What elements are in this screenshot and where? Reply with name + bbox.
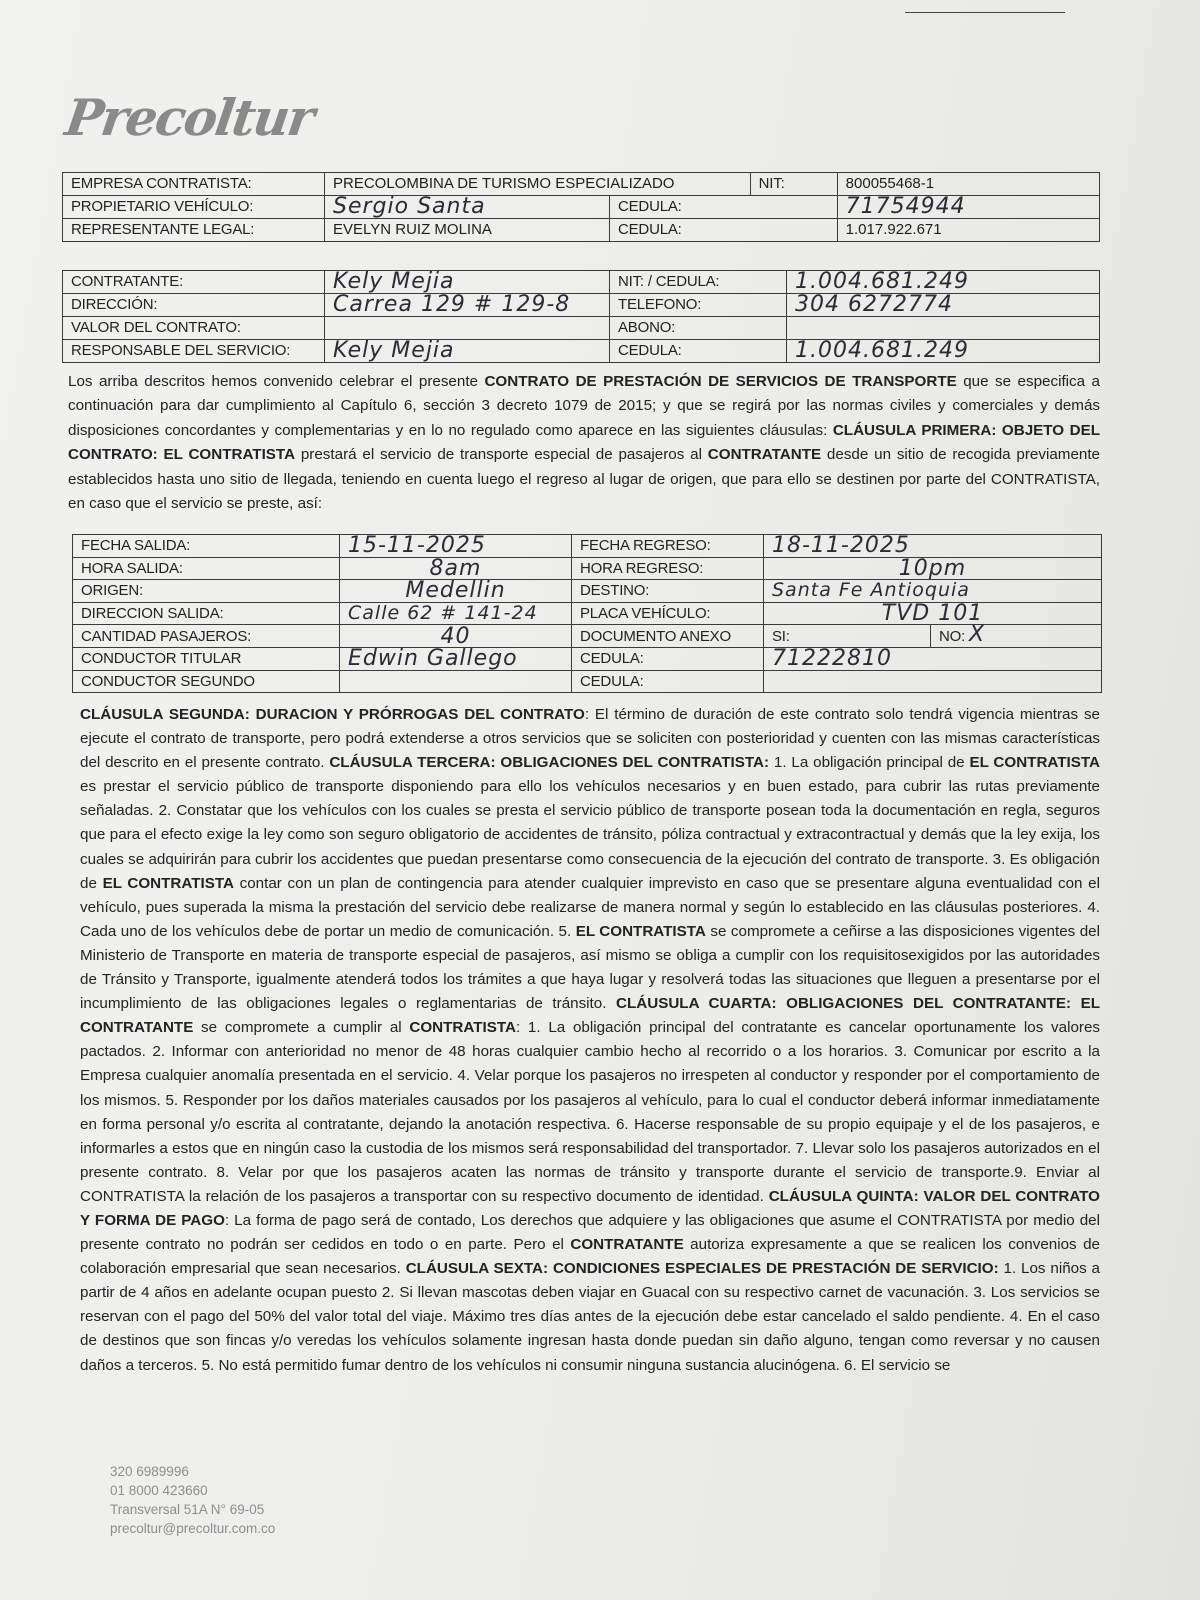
annex-yes: SI: <box>764 625 931 648</box>
clauses-paragraph <box>80 703 1100 1378</box>
handwritten-value: Sergio Santa <box>325 196 610 219</box>
label: EMPRESA CONTRATISTA: <box>63 173 325 196</box>
label: DIRECCIÓN: <box>63 294 325 317</box>
text-segment: : 1. La obligación principal del contratante es cancelar oportunamente los valores pactados. 2. Informar con anterioridad no menor de 48 horas cualquier cambio hecho al recorrido o a los horarios. 3. Comunicar por escrito a la Empresa cualquier anomalía presentada en el servicio. 4. Velar porque los pasajeros no irrespeten al conductor y responder por el comportamiento de los mismos. 5. Responder por los daños materiales causados por los pasajeros al vehículo, para lo cual el conductor deberá informar inmediatamente en forma personal y/o escrita al contratante, dejando la anotación respectiva. 6. Hacerse responsable de su propio equipaje y el de los pasajeros, e informarles a estos que en ningún caso la custodia de los mismos será responsabilidad del transportador. 7. Llevar solo los pasajeros autorizados en el presente contrato. 8. Velar por que los pasajeros acaten las normas de tránsito y transporte durante el servicio de transporte.9. Enviar al CONTRATISTA la relación de los pasajeros a transportar con su respectivo documento de identidad. <box>80 1019 1100 1205</box>
footer-email: precoltur@precoltur.com.co <box>110 1521 276 1536</box>
trip-table <box>72 534 1102 693</box>
label: CEDULA: <box>610 219 838 242</box>
value <box>325 317 610 340</box>
bold-heading-segment: CONTRATO DE PRESTACIÓN DE SERVICIOS DE TRANSPORTE <box>484 373 957 390</box>
company-logo: Precoltur <box>61 88 317 147</box>
text-segment: prestará el servicio de transporte especial de pasajeros al <box>295 446 708 464</box>
value <box>764 670 1102 693</box>
handwritten-value: Medellin <box>340 580 572 603</box>
bold-heading-segment: CLÁUSULA SEGUNDA: DURACION Y PRÓRROGAS DEL CONTRATO <box>80 706 585 723</box>
company-table <box>62 172 1100 242</box>
bold-heading-segment: CLÁUSULA PRIMERA: OBJETO DEL CONTRATO: EL CONTRATISTA <box>68 421 1100 464</box>
handwritten-value: 71754944 <box>837 196 1099 219</box>
table-row <box>63 294 1100 317</box>
handwritten-value: 1.004.681.249 <box>787 340 1100 363</box>
handwritten-value: Edwin Gallego <box>340 648 572 671</box>
text-segment: se compromete a ceñirse a las disposiciones vigentes del Ministerio de Transporte en materia de transporte especial de pasajeros, así mismo se obliga a cumplir con los requisitosexigidos por las autoridades de Tránsito y Transporte, igualmente atenderá todos los trámites a que haya lugar y resolverá todas las situaciones que lleguen a presentarse por el incumplimiento de las obligaciones legales o reglamentarias de tránsito. <box>80 922 1100 1013</box>
label: CANTIDAD PASAJEROS: <box>73 625 340 648</box>
value: EVELYN RUIZ MOLINA <box>325 219 610 242</box>
label: RESPONSABLE DEL SERVICIO: <box>63 340 325 363</box>
handwritten-value: Kely Mejia <box>325 271 610 294</box>
bold-heading-segment: CLÁUSULA TERCERA: OBLIGACIONES DEL CONTRATISTA: <box>329 754 770 772</box>
bold-heading-segment: EL CONTRATISTA <box>575 922 706 940</box>
label: PROPIETARIO VEHÍCULO: <box>63 196 325 219</box>
handwritten-value: TVD 101 <box>764 602 1102 625</box>
bold-heading-segment: CLÁUSULA QUINTA: VALOR DEL CONTRATO Y FORMA DE PAGO <box>80 1187 1100 1229</box>
bold-heading-segment: CONTRATISTA <box>409 1019 516 1037</box>
handwritten-value: Carrea 129 # 129-8 <box>325 294 610 317</box>
table-row <box>73 625 1102 648</box>
text-segment: contar con un plan de contingencia para atender cualquier imprevisto en caso que se presentare alguna eventualidad con el vehículo, pues superada la misma la prestación del servicio debe realizarse de manera normal y según lo establecido en las cláusulas posteriores. 4. Cada uno de los vehículos debe de portar un medio de comunicación. 5. <box>80 874 1100 940</box>
text-segment: : La forma de pago será de contado, Los derechos que adquiere y las obligaciones que asume el CONTRATISTA por medio del presente contrato no podrán ser cedidos en todo o en parte. Pero el <box>80 1211 1100 1254</box>
intro-paragraph <box>68 370 1100 516</box>
checkmark-x: X <box>969 624 986 647</box>
table-row <box>73 648 1102 671</box>
bold-heading-segment: CLÁUSULA CUARTA: OBLIGACIONES DEL CONTRATANTE: EL CONTRATANTE <box>80 995 1100 1037</box>
label: DOCUMENTO ANEXO <box>572 625 764 648</box>
handwritten-value: 304 6272774 <box>787 294 1100 317</box>
table-row <box>73 535 1102 558</box>
table-row <box>63 219 1100 242</box>
handwritten-value: 8am <box>340 557 572 580</box>
label: CEDULA: <box>572 648 764 671</box>
label: CONDUCTOR SEGUNDO <box>73 670 340 693</box>
divider <box>905 12 1065 13</box>
footer-toll-free: 01 8000 423660 <box>110 1483 208 1498</box>
label: CEDULA: <box>610 340 787 363</box>
label: DIRECCION SALIDA: <box>73 602 340 625</box>
handwritten-value: 15-11-2025 <box>340 535 572 558</box>
table-row <box>63 271 1100 294</box>
label: NO: <box>939 628 966 645</box>
label: HORA SALIDA: <box>73 557 340 580</box>
table-row <box>63 196 1100 219</box>
label: HORA REGRESO: <box>572 557 764 580</box>
value <box>787 317 1100 340</box>
label: NIT: <box>750 173 837 196</box>
annex-no <box>931 625 1102 648</box>
value <box>340 670 572 693</box>
value: PRECOLOMBINA DE TURISMO ESPECIALIZADO <box>325 173 751 196</box>
text-segment: Los arriba descritos hemos convenido celebrar el presente <box>68 373 485 390</box>
label: FECHA SALIDA: <box>73 535 340 558</box>
table-row <box>73 557 1102 580</box>
table-row <box>63 340 1100 363</box>
label: FECHA REGRESO: <box>572 535 764 558</box>
bold-heading-segment: CONTRATANTE <box>707 446 822 464</box>
value: 1.017.922.671 <box>837 219 1099 242</box>
label: CEDULA: <box>610 196 838 219</box>
handwritten-value: 10pm <box>764 557 1102 580</box>
table-row <box>63 317 1100 340</box>
label: VALOR DEL CONTRATO: <box>63 317 325 340</box>
label: REPRESENTANTE LEGAL: <box>63 219 325 242</box>
label: ORIGEN: <box>73 580 340 603</box>
client-table <box>62 270 1100 363</box>
handwritten-value: Calle 62 # 141-24 <box>340 602 572 625</box>
bold-heading-segment: CLÁUSULA SEXTA: CONDICIONES ESPECIALES DE PRESTACIÓN DE SERVICIO: <box>405 1260 999 1278</box>
text-segment: es prestar el servicio público de transporte disponiendo para ello los vehículos necesarios y en buen estado, para cubrir las rutas previamente señaladas. 2. Constatar que los vehículos con los cuales se presta el servicio público de transporte posean toda la documentación en regla, seguros que para el efecto exige la ley como son seguro obligatorio de accidentes de tránsito, póliza contractual y extracontractual y demás que la ley exija, los cuales se adquirirán para cubrir los accidentes que puedan presentarse como consecuencia de la ejecución del contrato de transporte. 3. Es obligación de <box>80 778 1100 892</box>
table-row <box>73 602 1102 625</box>
text-segment: autoriza expresamente a que se realicen los convenios de colaboración empresarial que sean necesarios. <box>80 1236 1100 1278</box>
footer-phone: 320 6989996 <box>110 1464 189 1479</box>
handwritten-value: 18-11-2025 <box>764 535 1102 558</box>
text-segment: : El término de duración de este contrato solo tendrá vigencia mientras se ejecute el contrato de transporte, pero podrá extenderse a otros servicios que se soliciten con posterioridad y cuenten con las mismas características del descrito en el presente contrato. <box>80 706 1100 772</box>
table-row <box>63 173 1100 196</box>
bold-heading-segment: CONTRATANTE <box>570 1236 684 1254</box>
text-segment: se compromete a cumplir al <box>193 1019 410 1037</box>
handwritten-value: 40 <box>340 625 572 648</box>
handwritten-value: Santa Fe Antioquia <box>764 580 1102 603</box>
label: ABONO: <box>610 317 787 340</box>
table-row <box>73 670 1102 693</box>
text-segment: 1. Los niños a partir de 4 años en adelante ocupan puesto 2. Si llevan mascotas deben viajar en Guacal con su respectivo carnet de vacunación. 3. Los servicios se reservan con el pago del 50% del valor total del viaje. Máximo tres días antes de la ejecución debe estar cancelado el saldo pendiente. 4. En el caso de destinos que son fincas y/o veredas los vehículos solamente ingresan hasta donde puedan sin daño alguno, tengan como reversar y no causen daños a terceros. 5. No está permitido fumar dentro de los vehículos ni consumir ninguna sustancia alucinógena. 6. El servicio se <box>80 1260 1100 1374</box>
label: TELEFONO: <box>610 294 787 317</box>
text-segment: desde un sitio de recogida previamente establecidos hasta uno sitio de llegada, teniendo en cuenta luego el regreso al lugar de origen, que para ello se destinen por parte del CONTRATISTA, en caso que el servicio se preste, así: <box>68 446 1101 513</box>
value: 800055468-1 <box>837 173 1099 196</box>
label: DESTINO: <box>572 580 764 603</box>
footer-address: Transversal 51A N° 69-05 <box>110 1502 265 1517</box>
label: CEDULA: <box>572 670 764 693</box>
handwritten-value: 71222810 <box>764 648 1102 671</box>
label: CONDUCTOR TITULAR <box>73 648 340 671</box>
handwritten-value: Kely Mejia <box>325 340 610 363</box>
text-segment: que se especifica a continuación para dar cumplimiento al Capítulo 6, sección 3 decreto 1079 de 2015; y que se regirá por las normas civiles y comerciales y demás disposiciones concordantes y complementarias y en lo no regulado como aparece en las siguientes cláusulas: <box>68 373 1100 439</box>
bold-heading-segment: EL CONTRATISTA <box>969 754 1101 772</box>
bold-heading-segment: EL CONTRATISTA <box>102 874 234 892</box>
label: PLACA VEHÍCULO: <box>572 602 764 625</box>
text-segment: 1. La obligación principal de <box>769 754 970 772</box>
footer-contact <box>110 1462 275 1538</box>
label: NIT: / CEDULA: <box>610 271 787 294</box>
table-row <box>73 580 1102 603</box>
label: CONTRATANTE: <box>63 271 325 294</box>
handwritten-value: 1.004.681.249 <box>787 271 1100 294</box>
